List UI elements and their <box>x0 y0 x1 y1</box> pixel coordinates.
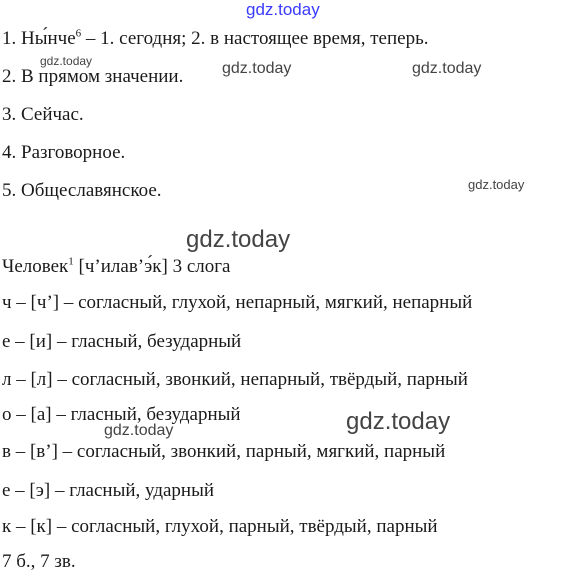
phonetic-summary: 7 б., 7 зв. <box>2 551 76 572</box>
definition-line-1 <box>2 28 428 50</box>
phonetic-row: е – [и] – гласный, безударный <box>2 331 242 352</box>
definition-line-3: 3. Сейчас. <box>2 104 84 125</box>
phonetic-row: к – [к] – согласный, глухой, парный, твёрдый, парный <box>2 516 438 537</box>
phonetic-row: о – [а] – гласный, безударный <box>2 404 241 425</box>
definition-line-5: 5. Общеславянское. <box>2 180 162 201</box>
phonetic-row: е – [э] – гласный, ударный <box>2 480 215 501</box>
phonetic-row: л – [л] – согласный, звонкий, непарный, твёрдый, парный <box>2 369 468 390</box>
watermark: gdz.today <box>40 54 93 68</box>
footnote-marker: 1 <box>68 255 74 268</box>
definition-line-2: 2. В прямом значении. <box>2 66 184 87</box>
headword: 1. Ны́нче <box>2 28 76 49</box>
definition-text: – 1. сегодня; 2. в настоящее время, теперь. <box>81 28 429 49</box>
watermark: gdz.today <box>222 60 292 77</box>
phonetic-header <box>2 256 231 278</box>
watermark: gdz.today <box>346 408 451 435</box>
watermark: gdz.today <box>412 60 482 77</box>
footnote-marker: 6 <box>75 27 82 40</box>
watermark: gdz.today <box>468 177 525 192</box>
watermark: gdz.today <box>104 422 174 439</box>
phonetic-row: ч – [ч’] – согласный, глухой, непарный, мягкий, непарный <box>2 292 473 313</box>
watermark-top: gdz.today <box>246 0 320 19</box>
headword: Человек <box>2 256 69 277</box>
definition-line-4: 4. Разговорное. <box>2 142 126 163</box>
watermark: gdz.today <box>186 226 291 253</box>
transcription: [ч’илав’э́к] 3 слога <box>73 256 231 277</box>
phonetic-row: в – [в’] – согласный, звонкий, парный, мягкий, парный <box>2 441 446 462</box>
